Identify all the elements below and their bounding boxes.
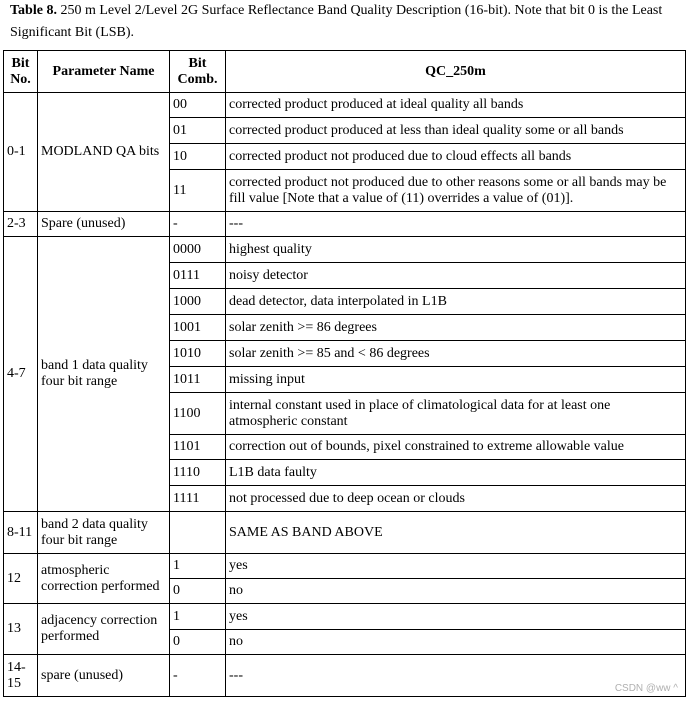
parameter-name-cell: MODLAND QA bits	[38, 93, 170, 212]
parameter-name-cell: spare (unused)	[38, 655, 170, 697]
bit-no-cell: 14-15	[4, 655, 38, 697]
header-parameter-name: Parameter Name	[38, 51, 170, 93]
qc-description-cell: corrected product not produced due to other reasons some or all bands may be fill value [Note that a value of (11) overrides a value of (01)].	[226, 170, 686, 212]
table-row	[4, 655, 686, 697]
qc-description-cell: corrected product produced at less than ideal quality some or all bands	[226, 118, 686, 144]
bit-comb-cell: 1	[170, 604, 226, 630]
bit-comb-cell: 01	[170, 118, 226, 144]
table-row	[4, 604, 686, 630]
qc-description-cell: solar zenith >= 86 degrees	[226, 315, 686, 341]
parameter-name-cell: band 2 data quality four bit range	[38, 512, 170, 554]
bit-no-cell: 2-3	[4, 212, 38, 237]
table-row	[4, 93, 686, 118]
qc-description-cell: L1B data faulty	[226, 460, 686, 486]
bit-comb-cell: 1011	[170, 367, 226, 393]
bit-comb-cell: 11	[170, 170, 226, 212]
header-bit-no: Bit No.	[4, 51, 38, 93]
header-row	[4, 51, 686, 93]
table-body	[4, 93, 686, 697]
qc-description-cell: correction out of bounds, pixel constrained to extreme allowable value	[226, 435, 686, 460]
qc-description-cell: ---	[226, 212, 686, 237]
parameter-name-cell: atmospheric correction performed	[38, 554, 170, 604]
bit-comb-cell: 0	[170, 579, 226, 604]
qc-description-cell: no	[226, 579, 686, 604]
caption-text: 250 m Level 2/Level 2G Surface Reflectance Band Quality Description (16-bit). Note that bit 0 is the Least Significant Bit (LSB).	[10, 3, 663, 40]
bit-no-cell: 0-1	[4, 93, 38, 212]
bit-comb-cell	[170, 512, 226, 554]
bit-comb-cell: 00	[170, 93, 226, 118]
qc-description-cell: ---	[226, 655, 686, 697]
bit-comb-cell: 0	[170, 630, 226, 655]
qc-description-cell: highest quality	[226, 237, 686, 263]
qc-description-cell: corrected product not produced due to cloud effects all bands	[226, 144, 686, 170]
bit-no-cell: 13	[4, 604, 38, 655]
bit-comb-cell: 1000	[170, 289, 226, 315]
parameter-name-cell: adjacency correction performed	[38, 604, 170, 655]
qc-description-cell: yes	[226, 604, 686, 630]
table-caption	[10, 0, 682, 44]
bit-comb-cell: 0111	[170, 263, 226, 289]
bit-comb-cell: 1111	[170, 486, 226, 512]
header-bit-comb: Bit Comb.	[170, 51, 226, 93]
caption-label: Table 8.	[10, 3, 57, 18]
bit-comb-cell: -	[170, 212, 226, 237]
qc-description-cell: SAME AS BAND ABOVE	[226, 512, 686, 554]
qc-description-cell: missing input	[226, 367, 686, 393]
bit-comb-cell: 1100	[170, 393, 226, 435]
qc-description-cell: corrected product produced at ideal quality all bands	[226, 93, 686, 118]
bit-no-cell: 8-11	[4, 512, 38, 554]
table-row	[4, 212, 686, 237]
qc-description-cell: not processed due to deep ocean or clouds	[226, 486, 686, 512]
parameter-name-cell: Spare (unused)	[38, 212, 170, 237]
bit-comb-cell: 10	[170, 144, 226, 170]
bit-comb-cell: 1101	[170, 435, 226, 460]
qc-description-cell: internal constant used in place of climatological data for at least one atmospheric constant	[226, 393, 686, 435]
bit-comb-cell: 1010	[170, 341, 226, 367]
table-row	[4, 512, 686, 554]
table-row	[4, 237, 686, 263]
parameter-name-cell: band 1 data quality four bit range	[38, 237, 170, 512]
header-qc-250m: QC_250m	[226, 51, 686, 93]
bit-comb-cell: 0000	[170, 237, 226, 263]
bit-comb-cell: 1	[170, 554, 226, 579]
qc-description-cell: yes	[226, 554, 686, 579]
bit-comb-cell: 1110	[170, 460, 226, 486]
bit-no-cell: 12	[4, 554, 38, 604]
band-quality-table	[3, 50, 686, 697]
qc-description-cell: dead detector, data interpolated in L1B	[226, 289, 686, 315]
table-row	[4, 554, 686, 579]
bit-no-cell: 4-7	[4, 237, 38, 512]
qc-description-cell: solar zenith >= 85 and < 86 degrees	[226, 341, 686, 367]
qc-description-cell: no	[226, 630, 686, 655]
qc-description-cell: noisy detector	[226, 263, 686, 289]
bit-comb-cell: -	[170, 655, 226, 697]
bit-comb-cell: 1001	[170, 315, 226, 341]
watermark: CSDN @ww ^	[614, 683, 678, 694]
